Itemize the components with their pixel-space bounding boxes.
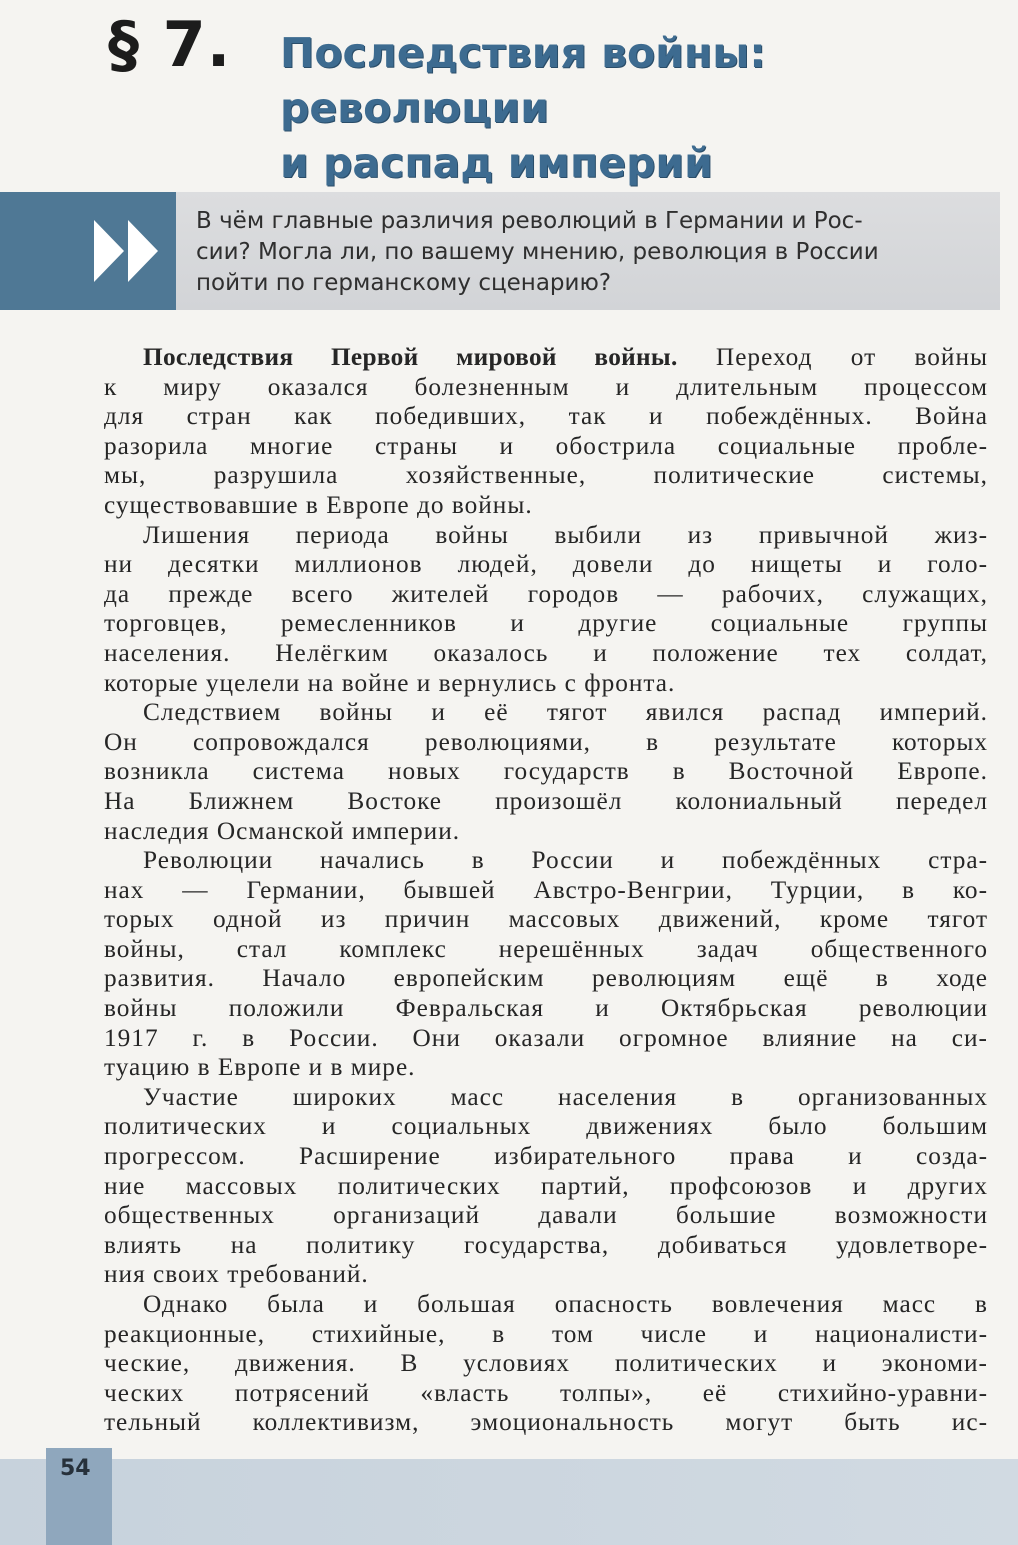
paragraph-number: § 7. bbox=[108, 8, 232, 81]
text-line: Однако была и большая опасность вовлечения масс в bbox=[143, 1290, 988, 1318]
text-line: мы, разрушила хозяйственные, политические системы, bbox=[104, 461, 988, 490]
text-line: ческих потрясений «власть толпы», её стихийно-уравни- bbox=[104, 1378, 988, 1407]
text-line: существовавшие в Европе до войны. bbox=[104, 490, 533, 519]
text-line: которые уцелели на войне и вернулись с фронта. bbox=[104, 668, 676, 697]
text-line: Он сопровождался революциями, в результате которых bbox=[104, 727, 988, 756]
title-line: Последствия войны: bbox=[280, 29, 766, 77]
text-line: прогрессом. Расширение избирательного права и созда- bbox=[104, 1142, 988, 1171]
text-line: Революции начались в России и побеждённых стра- bbox=[143, 846, 988, 875]
text-line: наследия Османской империи. bbox=[104, 816, 461, 845]
text-line: ни десятки миллионов людей, довели до нищеты и голо- bbox=[104, 550, 988, 579]
page-number-tab bbox=[46, 1448, 112, 1545]
text-line: ческие, движения. В условиях политических и экономи- bbox=[104, 1349, 988, 1378]
text-line: Участие широких масс населения в организованных bbox=[143, 1082, 988, 1111]
text-line: да прежде всего жителей городов — рабочих, служащих, bbox=[104, 579, 988, 608]
question-text bbox=[196, 206, 986, 299]
text-line: туацию в Европе и в мире. bbox=[104, 1053, 416, 1082]
text-line: На Ближнем Востоке произошёл колониальный передел bbox=[104, 786, 988, 815]
question-line: пойти по германскому сценарию? bbox=[196, 270, 612, 296]
section-heading: Последствия Первой мировой войны. bbox=[143, 343, 678, 371]
page-number: 54 bbox=[60, 1456, 91, 1481]
chapter-title bbox=[280, 26, 766, 191]
text-line: войны положили Февральская и Октябрьская революции bbox=[104, 994, 988, 1023]
text-line: ния своих требований. bbox=[104, 1260, 369, 1289]
text-line: Лишения периода войны выбили из привычной жиз- bbox=[143, 520, 988, 549]
text-line: к миру оказался болезненным и длительным процессом bbox=[104, 372, 988, 401]
text-line: населения. Нелёгким оказалось и положение тех солдат, bbox=[104, 638, 988, 667]
title-line: и распад империй bbox=[280, 139, 713, 187]
question-line: В чём главные различия революций в Германии и Рос- bbox=[196, 208, 863, 234]
text-line: войны, стал комплекс нерешённых задач общественного bbox=[104, 934, 988, 963]
text-line: тельный коллективизм, эмоциональность могут быть ис- bbox=[104, 1408, 988, 1437]
text-line: ние массовых политических партий, профсоюзов и других bbox=[104, 1171, 988, 1200]
text-line: влиять на политику государства, добиваться удовлетворе- bbox=[104, 1230, 988, 1259]
text-line: нах — Германии, бывшей Австро-Венгрии, Турции, в ко- bbox=[104, 875, 988, 904]
text-line: политических и социальных движениях было большим bbox=[104, 1112, 988, 1141]
text-line: торговцев, ремесленников и другие социальные группы bbox=[104, 609, 988, 638]
text-line: развития. Начало европейским революциям ещё в ходе bbox=[104, 964, 988, 993]
title-line: революции bbox=[280, 84, 550, 132]
body-text bbox=[104, 343, 988, 1438]
fast-forward-icon bbox=[0, 192, 176, 310]
text-line: торых одной из причин массовых движений, кроме тягот bbox=[104, 905, 988, 934]
question-line: сии? Могла ли, по вашему мнению, революция в России bbox=[196, 239, 879, 265]
page-footer bbox=[0, 1459, 1018, 1545]
question-box bbox=[0, 192, 1000, 310]
text-line: реакционные, стихийные, в том числе и националисти- bbox=[104, 1319, 988, 1348]
text-line: 1917 г. в России. Они оказали огромное влияние на си- bbox=[104, 1023, 988, 1052]
text-line: возникла система новых государств в Восточной Европе. bbox=[104, 757, 988, 786]
text-line bbox=[104, 343, 988, 373]
text-line: общественных организаций давали большие возможности bbox=[104, 1201, 988, 1230]
text-line: разорила многие страны и обострила социальные пробле- bbox=[104, 431, 988, 460]
text-line: Следствием войны и её тягот явился распад империй. bbox=[143, 698, 988, 727]
text-line: для стран как победивших, так и побеждённых. Война bbox=[104, 402, 988, 431]
text-fragment: Переход от войны bbox=[677, 343, 988, 371]
